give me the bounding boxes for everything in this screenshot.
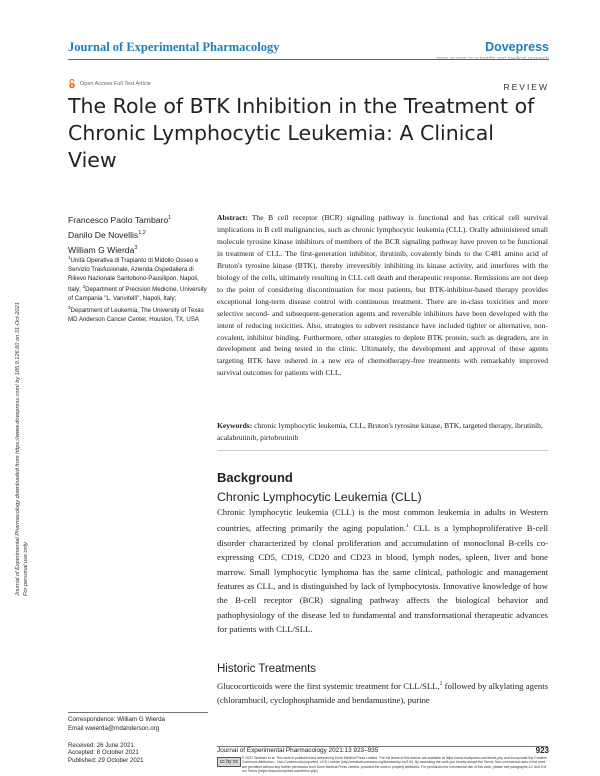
affiliation-marker: 1 [68, 255, 71, 260]
body-text-segment: CLL is a lymphoproliferative B-cell disorder characterized by clonal proliferation and accumulation of monoclonal B-cells co-expressing CD5, CD19, CD20 and CD23 in blood, lymph nodes, spleen, liver and bone marrow. Small lymphocytic lymphoma has the same clinical, pathologic and management features as CLL, and is distinguished by lack of lymphocytosis. Innovative knowledge of how the B-cell receptor (BCR) signaling pathway affects the biological behavior and pathophysiology of the disease led to fundamental and transformational therapeutic advances for patients with CLL/SLL. [217, 523, 548, 635]
article-type: REVIEW [503, 82, 549, 92]
keywords-label: Keywords: [217, 421, 253, 430]
author [68, 227, 171, 242]
body-paragraph-historic [217, 677, 548, 708]
keywords-text: chronic lymphocytic leukemia, CLL, Bruton's tyrosine kinase, BTK, targeted therapy, ibrutinib, acalabrutinib, pirtobrutinib [217, 421, 543, 442]
author-affiliation-marker: 3 [134, 244, 138, 251]
journal-title[interactable]: Journal of Experimental Pharmacology [68, 40, 280, 54]
publisher-logo[interactable]: Dovepress [485, 40, 549, 54]
article-title [68, 93, 548, 174]
correspondence-author: Correspondence: William G Wierda [68, 716, 165, 723]
open-access-label [68, 79, 151, 89]
footer-citation: Journal of Experimental Pharmacology 2021:13 923–935 [217, 747, 379, 754]
author-list [68, 212, 171, 257]
cc-license-badge[interactable]: cc by nc [217, 757, 241, 767]
open-access-text: Open Access Full Text Article [80, 81, 151, 87]
section-heading-background: Background [217, 470, 293, 485]
accepted-date: Accepted: 8 October 2021 [68, 749, 139, 757]
affiliation-1: Unità Operativa di Trapianto di Midollo Osseo e Servizio Trasfusionale, Azienda Ospedaliera di Rilievo Nazionale Santobono-Pausilipon, Napoli, Italy; [68, 257, 199, 294]
abstract-text: The B cell receptor (BCR) signaling pathway is functional and has critical cell survival implications in B cell malignancies, such as chronic lymphocytic leukemia (CLL). Orally administered small molecule tyrosine kinase inhibitors of members of the BCR signaling pathway have proven to be functional in treatment of CLL. The first-generation inhibitor, ibrutinib, covalently binds to the C481 amino acid of Bruton's tyrosine kinase (BTK), thereby irreversibly inhibiting its kinase activity, and interferes with the biology of the cells, ultimately resulting in CLL cell death and therapeutic response. Remissions are not deep to the point of considering discontinuation for most patients, but BTK-inhibitor-based therapy provides exceptional long-term disease control with continuous treatment. There are in-class toxicities and more selective second- and subsequent-generation agents and reversible inhibitors have been developed with the intent of reducing toxicities. Also, strategies to subvert resistance have included tighter or alternative, non-covalent, inhibitor binding. Furthermore, other strategies to deplete BTK protein, such as degraders, are in development and being tested in the clinic. Ultimately, the development and approval of these agents targeting BTK have ushered in a new era of chemotherapy-free treatments with remarkably improved survival outcomes for patients with CLL. [217, 213, 548, 378]
article-title-line-1: The Role of BTK Inhibition in the Treatment of [68, 94, 535, 118]
body-text-segment: Glucocorticoids were the first systemic treatment for CLL/SLL, [217, 680, 440, 691]
author [68, 212, 171, 227]
article-dates [68, 742, 144, 764]
subsection-heading-cll: Chronic Lymphocytic Leukemia (CLL) [217, 490, 422, 504]
affiliation-3: Department of Leukemia, The University of Texas MD Anderson Cancer Center, Houston, TX, USA [68, 307, 204, 323]
correspondence-email[interactable]: Email wwierda@mdanderson.org [68, 724, 160, 732]
affiliation-marker: 2 [82, 284, 86, 290]
correspondence [68, 716, 165, 733]
open-access-icon [68, 79, 76, 89]
affiliations [68, 254, 208, 325]
affiliation-marker: 3 [68, 305, 71, 311]
author-name: Francesco Paolo Tambaro [68, 214, 169, 225]
correspondence-divider [68, 712, 208, 713]
body-text-segment: Chronic lymphocytic leukemia (CLL) is the most common leukemia in adults in Western countries, affecting primarily the aging population. [217, 507, 548, 534]
download-watermark-line-1: Journal of Experimental Pharmacology downloaded from https://www.dovepress.com/ by 185.9.126.60 on 31-Oct-2021 [15, 302, 21, 596]
subsection-heading-historic: Historic Treatments [217, 663, 317, 675]
citation-link[interactable]: 2 [439, 681, 443, 687]
author-name: William G Wierda [68, 244, 135, 255]
download-watermark-line-2: For personal use only. [23, 541, 29, 596]
abstract [217, 212, 548, 379]
author-affiliation-marker: 1,2 [138, 229, 146, 236]
keywords [217, 420, 548, 444]
author-affiliation-marker: 1 [168, 215, 172, 221]
received-date: Received: 26 June 2021 [68, 742, 134, 749]
abstract-divider [217, 450, 548, 451]
header-rule [68, 59, 549, 60]
affiliation-2: Department of Precision Medicine, University of Campania "L. Vanvitelli", Napoli, Italy; [68, 286, 207, 303]
citation-link[interactable]: 1 [406, 523, 409, 530]
body-text-segment: followed by alkylating agents (chlorambucil, cyclophosphamide and bendamustine), purine [217, 680, 548, 706]
body-paragraph-cll [217, 505, 548, 637]
article-title-line-2: Chronic Lymphocytic Leukemia: A Clinical View [68, 121, 494, 172]
download-watermark [14, 136, 40, 596]
abstract-label: Abstract: [217, 213, 248, 222]
published-date: Published: 29 October 2021 [68, 756, 144, 764]
page-number: 923 [535, 746, 549, 755]
author-name: Danilo De Novellis [68, 229, 139, 240]
license-text: © 2021 Tambaro et al. This work is published and licensed by Dove Medical Press Limited. The full terms of this license are available at https://www.dovepress.com/terms.php and incorporate the Creative Commons Attribution – Non Commercial (unported, v3.0) License (http://creativecommons.org/licenses/by-nc/3.0/). By accessing the work you hereby accept the Terms. Non-commercial uses of the work are permitted without any further permission from Dove Medical Press Limited, provided the work is properly attributed. For permission for commercial use of this work, please see paragraphs 4.2 and 5 of our Terms (https://www.dovepress.com/terms.php). [242, 756, 547, 773]
